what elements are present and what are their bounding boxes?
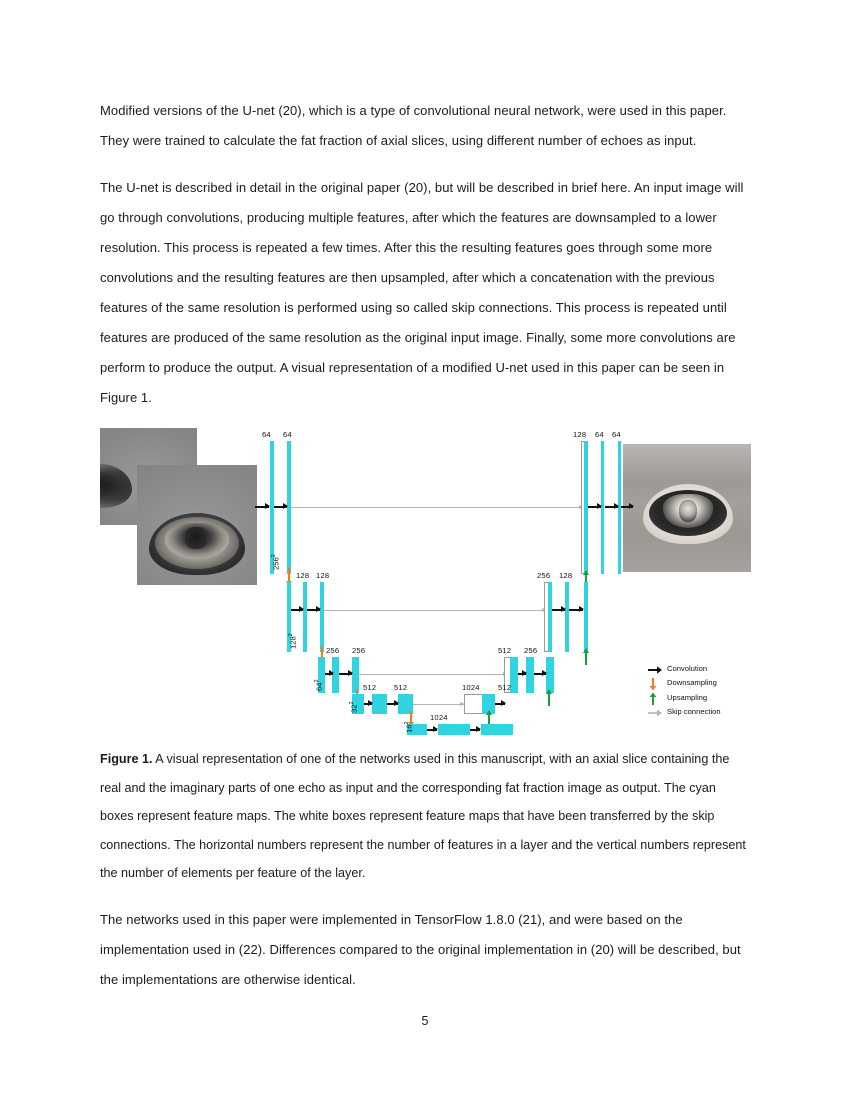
resolution-label-L5: $16^2$ [404,721,414,733]
feature-count-L3-up-2: 256 [524,646,538,655]
anatomy-center-dark [185,527,207,549]
convolution-arrow-L5-a [427,729,437,731]
feature-map-L4-down-1 [372,694,387,714]
figure-caption [100,745,750,888]
convolution-arrow-L4-c [495,703,505,705]
upsampling-arrow-to-L3 [548,694,550,706]
paragraph-unet-description: The U-net is described in detail in the original paper (20), but will be described in brief here. An input image will go through convolutions, producing multiple features, after which the features are downsampled to a lower resolution. This process is repeated a few times. After this the resulting features goes through some more convolutions and the resulting features are then upsampled, after which a concatenation with the previous features of the same resolution is performed using so called skip connections. This process is repeated until features are produced of the same resolution as the original input image. Finally, some more convolutions are perform to produce the output. A visual representation of a modified U-net used in this paper can be seen in Figure 1. [100,180,744,405]
input-image-imaginary-part [137,465,257,585]
feature-count-L2-up-1: 256 [537,571,551,580]
feature-count-L2-up-2: 128 [559,571,573,580]
legend-row-convolution [645,663,755,677]
feature-map-L2-down-1 [303,582,307,652]
convolution-arrow-L1-c [588,506,601,508]
page-number: 5 [421,1014,429,1028]
legend-row-skip-connection [645,706,755,720]
skip-connection-L2 [324,610,546,611]
legend-label-upsampling: Upsampling [667,692,708,702]
resolution-label-L1: $256^2$ [271,554,281,570]
feature-map-L3-down-2 [352,657,359,693]
skip-feature-map-L4 [464,694,483,714]
arrow-up-green-icon [647,692,663,706]
feature-count-L3-up-1: 512 [498,646,512,655]
convolution-arrow-L2-d [569,609,583,611]
feature-count-L1-up-2: 64 [595,430,604,439]
convolution-arrow-L2-c [552,609,565,611]
arrow-down-orange-icon [647,677,663,691]
feature-map-L2-down-2 [320,582,324,652]
output-image-fat-fraction [623,444,751,572]
upsampling-arrow-to-L2 [585,653,587,665]
figure-legend [645,663,755,721]
feature-count-L3-down-2: 256 [352,646,366,655]
convolution-arrow-L1-e [621,506,633,508]
feature-count-L4-down-2: 512 [394,683,408,692]
skip-connection-L3 [359,674,507,675]
feature-count-L1-down-2: 64 [283,430,292,439]
feature-map-L3-up-2 [526,657,534,693]
convolution-arrow-L5-b [470,729,480,731]
convolution-arrow-L1-a [255,506,269,508]
feature-count-L4-down-1: 512 [363,683,377,692]
convolution-arrow-L2-a [291,609,303,611]
convolution-arrow-L3-d [534,673,546,675]
paragraph-implementation: The networks used in this paper were implemented in TensorFlow 1.8.0 (21), and were based on the implementation used in (22). Differences compared to the original implementation in (20) will be described, but the implementations are otherwise identical. [100,911,741,987]
feature-count-L1-down-1: 64 [262,430,271,439]
feature-map-L5-1 [438,724,470,735]
skip-connection-L4 [413,704,464,705]
legend-label-downsampling: Downsampling [667,678,717,688]
convolution-arrow-L4-a [364,703,372,705]
legend-label-skip-connection: Skip connection [667,707,721,717]
resolution-label-L4: $32^2$ [349,701,359,713]
feature-count-L4-up-1: 1024 [462,683,480,692]
feature-count-L5-1: 1024 [430,713,448,722]
paragraph-intro: Modified versions of the U-net (20), which is a type of convolutional neural network, were used in this paper. They were trained to calculate the fat fraction of axial slices, using different number of echoes as input. [100,103,727,148]
feature-map-L2-up-1 [548,582,552,652]
legend-row-downsampling [645,677,755,691]
feature-count-L1-up-1: 128 [573,430,587,439]
resolution-label-L3: $64^2$ [314,679,324,691]
convolution-arrow-L3-a [325,673,333,675]
feature-count-L4-up-2: 512 [498,683,512,692]
convolution-arrow-L3-c [518,673,526,675]
feature-map-L3-up-3 [546,657,554,693]
convolution-arrow-L4-b [387,703,398,705]
legend-label-convolution: Convolution [667,664,708,673]
resolution-label-L2: $128^2$ [288,633,298,649]
skip-connection-L1 [291,507,583,508]
convolution-arrow-L1-d [605,506,618,508]
feature-map-L5-2 [481,724,513,735]
downsampling-arrow-L1 [288,568,290,581]
feature-map-L2-up-3 [584,582,588,652]
feature-count-L2-down-2: 128 [316,571,330,580]
fatfraction-center [679,500,697,522]
figure-caption-label: Figure 1. [100,752,153,766]
figure-unet-diagram [100,425,750,735]
feature-count-L2-down-1: 128 [296,571,310,580]
arrow-right-black-icon [647,663,663,677]
feature-count-L3-down-1: 256 [326,646,340,655]
convolution-arrow-L3-b [339,673,352,675]
legend-row-upsampling [645,692,755,706]
feature-map-L2-up-2 [565,582,569,652]
feature-count-L1-up-3: 64 [612,430,621,439]
figure-caption-text: A visual representation of one of the networks used in this manuscript, with an axial slice containing the real and the imaginary parts of one echo as input and the corresponding fat fraction image as output. The cyan boxes represent feature maps. The white boxes represent feature maps that have been transferred by the skip connections. The horizontal numbers represent the number of features in a layer and the vertical numbers represent the number of elements per feature of the layer. [100,752,746,881]
arrow-right-gray-icon [647,706,663,720]
downsampling-arrow-L4 [410,711,412,722]
convolution-arrow-L2-b [307,609,320,611]
convolution-arrow-L1-b [274,506,287,508]
